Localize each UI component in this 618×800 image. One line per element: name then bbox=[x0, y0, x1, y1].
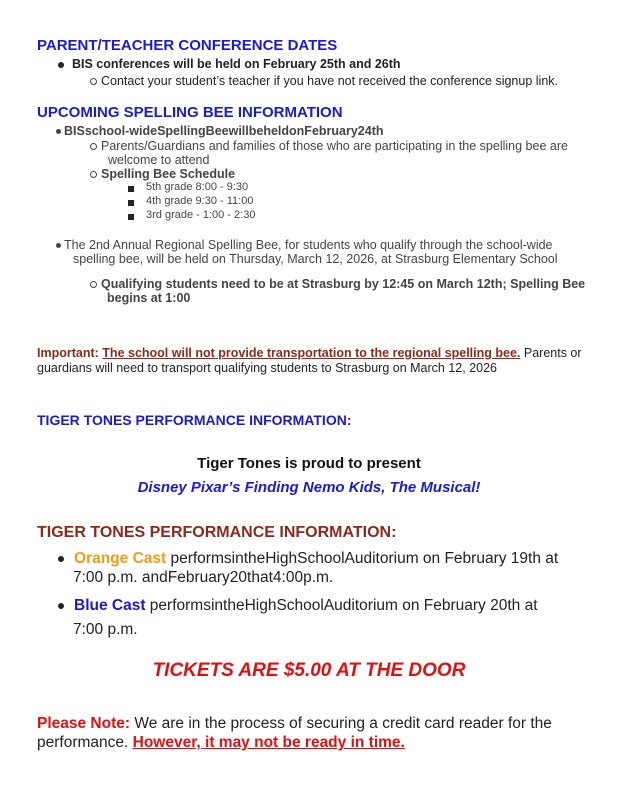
circle-bullet-icon bbox=[90, 143, 97, 150]
bullet-dot-icon bbox=[56, 129, 61, 134]
circle-bullet-icon bbox=[90, 281, 97, 288]
bullet-dot-icon bbox=[58, 603, 64, 609]
important-rest: Parents or bbox=[520, 346, 582, 360]
blue-cast-line1: Blue Cast performsintheHighSchoolAuditorium on February 20th at bbox=[58, 597, 538, 615]
schedule-item: 3rd grade - 1:00 - 2:30 bbox=[128, 209, 255, 221]
circle-bullet-icon bbox=[90, 171, 97, 178]
note-underlined: However, it may not be ready in time. bbox=[132, 734, 405, 751]
tickets-banner: TICKETS ARE $5.00 AT THE DOOR bbox=[152, 660, 466, 681]
important-label: Important: bbox=[37, 346, 99, 360]
important-underlined: The school will not provide transportation to the regional spelling bee. bbox=[102, 346, 521, 360]
spelling-bullet2-line2: spelling bee, will be held on Thursday, March 12, 2026, at Strasburg Elementary School bbox=[73, 252, 558, 266]
note-line1: Please Note: We are in the process of securing a credit card reader for the bbox=[37, 715, 552, 732]
schedule-item: 4th grade 9:30 - 11:00 bbox=[128, 195, 253, 207]
important-line2: guardians will need to transport qualifying students to Strasburg on March 12, 2026 bbox=[37, 361, 497, 375]
spelling-sub1-line2: welcome to attend bbox=[108, 153, 210, 167]
note-label: Please Note: bbox=[37, 715, 131, 732]
spelling-heading: UPCOMING SPELLING BEE INFORMATION bbox=[37, 104, 343, 121]
conference-bullet: BIS conferences will be held on February 25th and 26th bbox=[58, 57, 401, 71]
blue-cast-line2: 7:00 p.m. bbox=[73, 621, 138, 638]
square-bullet-icon bbox=[128, 214, 134, 220]
present-line1: Tiger Tones is proud to present bbox=[197, 455, 421, 472]
bullet-dot-icon bbox=[58, 62, 64, 68]
note-line2: performance. However, it may not be ready in time. bbox=[37, 734, 405, 751]
square-bullet-icon bbox=[128, 186, 134, 192]
schedule-title: Spelling Bee Schedule bbox=[90, 167, 235, 181]
spelling-sub1: Parents/Guardians and families of those who are participating in the spelling bee are bbox=[90, 139, 568, 153]
schedule-item: 5th grade 8:00 - 9:30 bbox=[128, 181, 248, 193]
spelling-sub2-line2: begins at 1:00 bbox=[107, 291, 191, 305]
square-bullet-icon bbox=[128, 200, 134, 206]
present-line2: Disney Pixar’s Finding Nemo Kids, The Musical! bbox=[137, 479, 481, 496]
bullet-dot-icon bbox=[56, 243, 61, 248]
tiger-tones-heading-red: TIGER TONES PERFORMANCE INFORMATION: bbox=[37, 524, 397, 541]
spelling-bullet2: The 2nd Annual Regional Spelling Bee, for students who qualify through the school-wide bbox=[56, 238, 553, 252]
tiger-tones-heading-blue: TIGER TONES PERFORMANCE INFORMATION: bbox=[37, 412, 352, 428]
orange-cast-line1: Orange Cast performsintheHighSchoolAuditorium on February 19th at bbox=[58, 550, 558, 568]
spelling-bullet1: BISschool-wideSpellingBeewillbeheldonFebruary24th bbox=[56, 124, 384, 138]
conference-sub: Contact your student’s teacher if you have not received the conference signup link. bbox=[90, 74, 558, 88]
blue-cast-label: Blue Cast bbox=[74, 597, 146, 614]
important-line1 bbox=[37, 346, 582, 360]
circle-bullet-icon bbox=[90, 78, 97, 85]
orange-cast-label: Orange Cast bbox=[74, 550, 167, 567]
spelling-sub2: Qualifying students need to be at Strasburg by 12:45 on March 12th; Spelling Bee bbox=[90, 277, 585, 291]
orange-cast-line2: 7:00 p.m. andFebruary20that4:00p.m. bbox=[73, 569, 334, 586]
conference-heading: PARENT/TEACHER CONFERENCE DATES bbox=[37, 37, 338, 54]
bullet-dot-icon bbox=[58, 556, 64, 562]
